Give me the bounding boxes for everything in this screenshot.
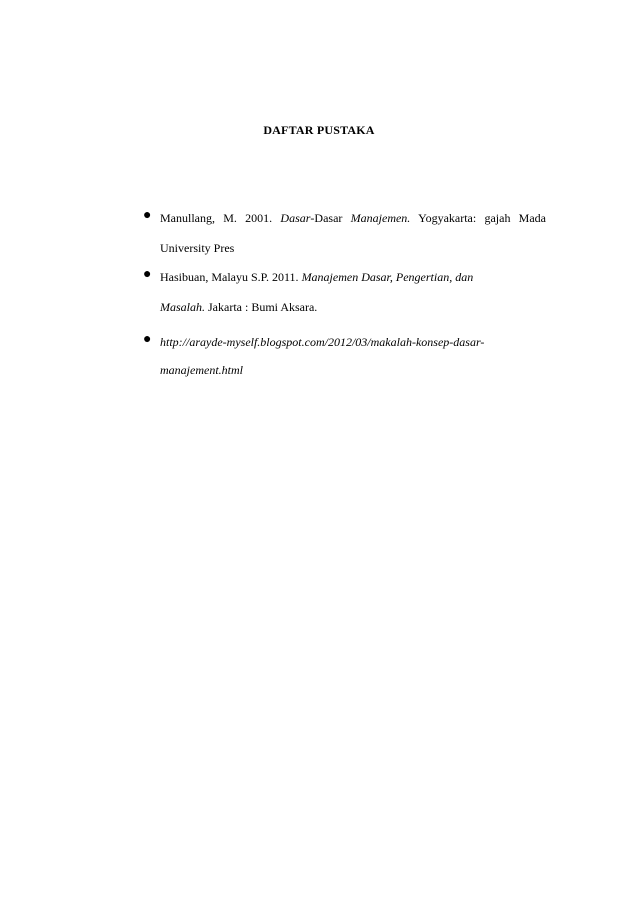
reference-publisher-cont: University Pres — [160, 241, 235, 255]
page-title: DAFTAR PUSTAKA — [263, 123, 375, 137]
reference-url[interactable]: http://arayde-myself.blogspot.com/2012/03/makalah-konsep-dasar- — [160, 335, 485, 349]
reference-line — [160, 210, 546, 226]
reference-title-part: Manajemen. — [350, 211, 411, 225]
reference-publisher: Yogyakarta: gajah Mada — [418, 211, 547, 225]
reference-title: Dasar — [280, 211, 311, 225]
reference-link[interactable] — [160, 334, 484, 350]
bullet-icon: ● — [143, 332, 152, 347]
reference-line — [160, 299, 317, 315]
reference-author: Hasibuan, Malayu S.P. 2011. — [160, 270, 299, 284]
reference-line — [160, 269, 473, 285]
reference-link[interactable] — [160, 362, 243, 378]
bullet-icon: ● — [143, 208, 152, 223]
reference-line — [160, 240, 234, 256]
reference-author: Manullang, M. 2001. — [160, 211, 273, 225]
reference-title-part: Masalah. — [160, 300, 205, 314]
reference-title: Manajemen Dasar, Pengertian, dan — [301, 270, 474, 284]
bullet-icon: ● — [143, 267, 152, 282]
reference-url-cont[interactable]: manajement.html — [160, 363, 243, 377]
reference-title-part: -Dasar — [310, 211, 343, 225]
reference-publisher: Jakarta : Bumi Aksara. — [208, 300, 318, 314]
